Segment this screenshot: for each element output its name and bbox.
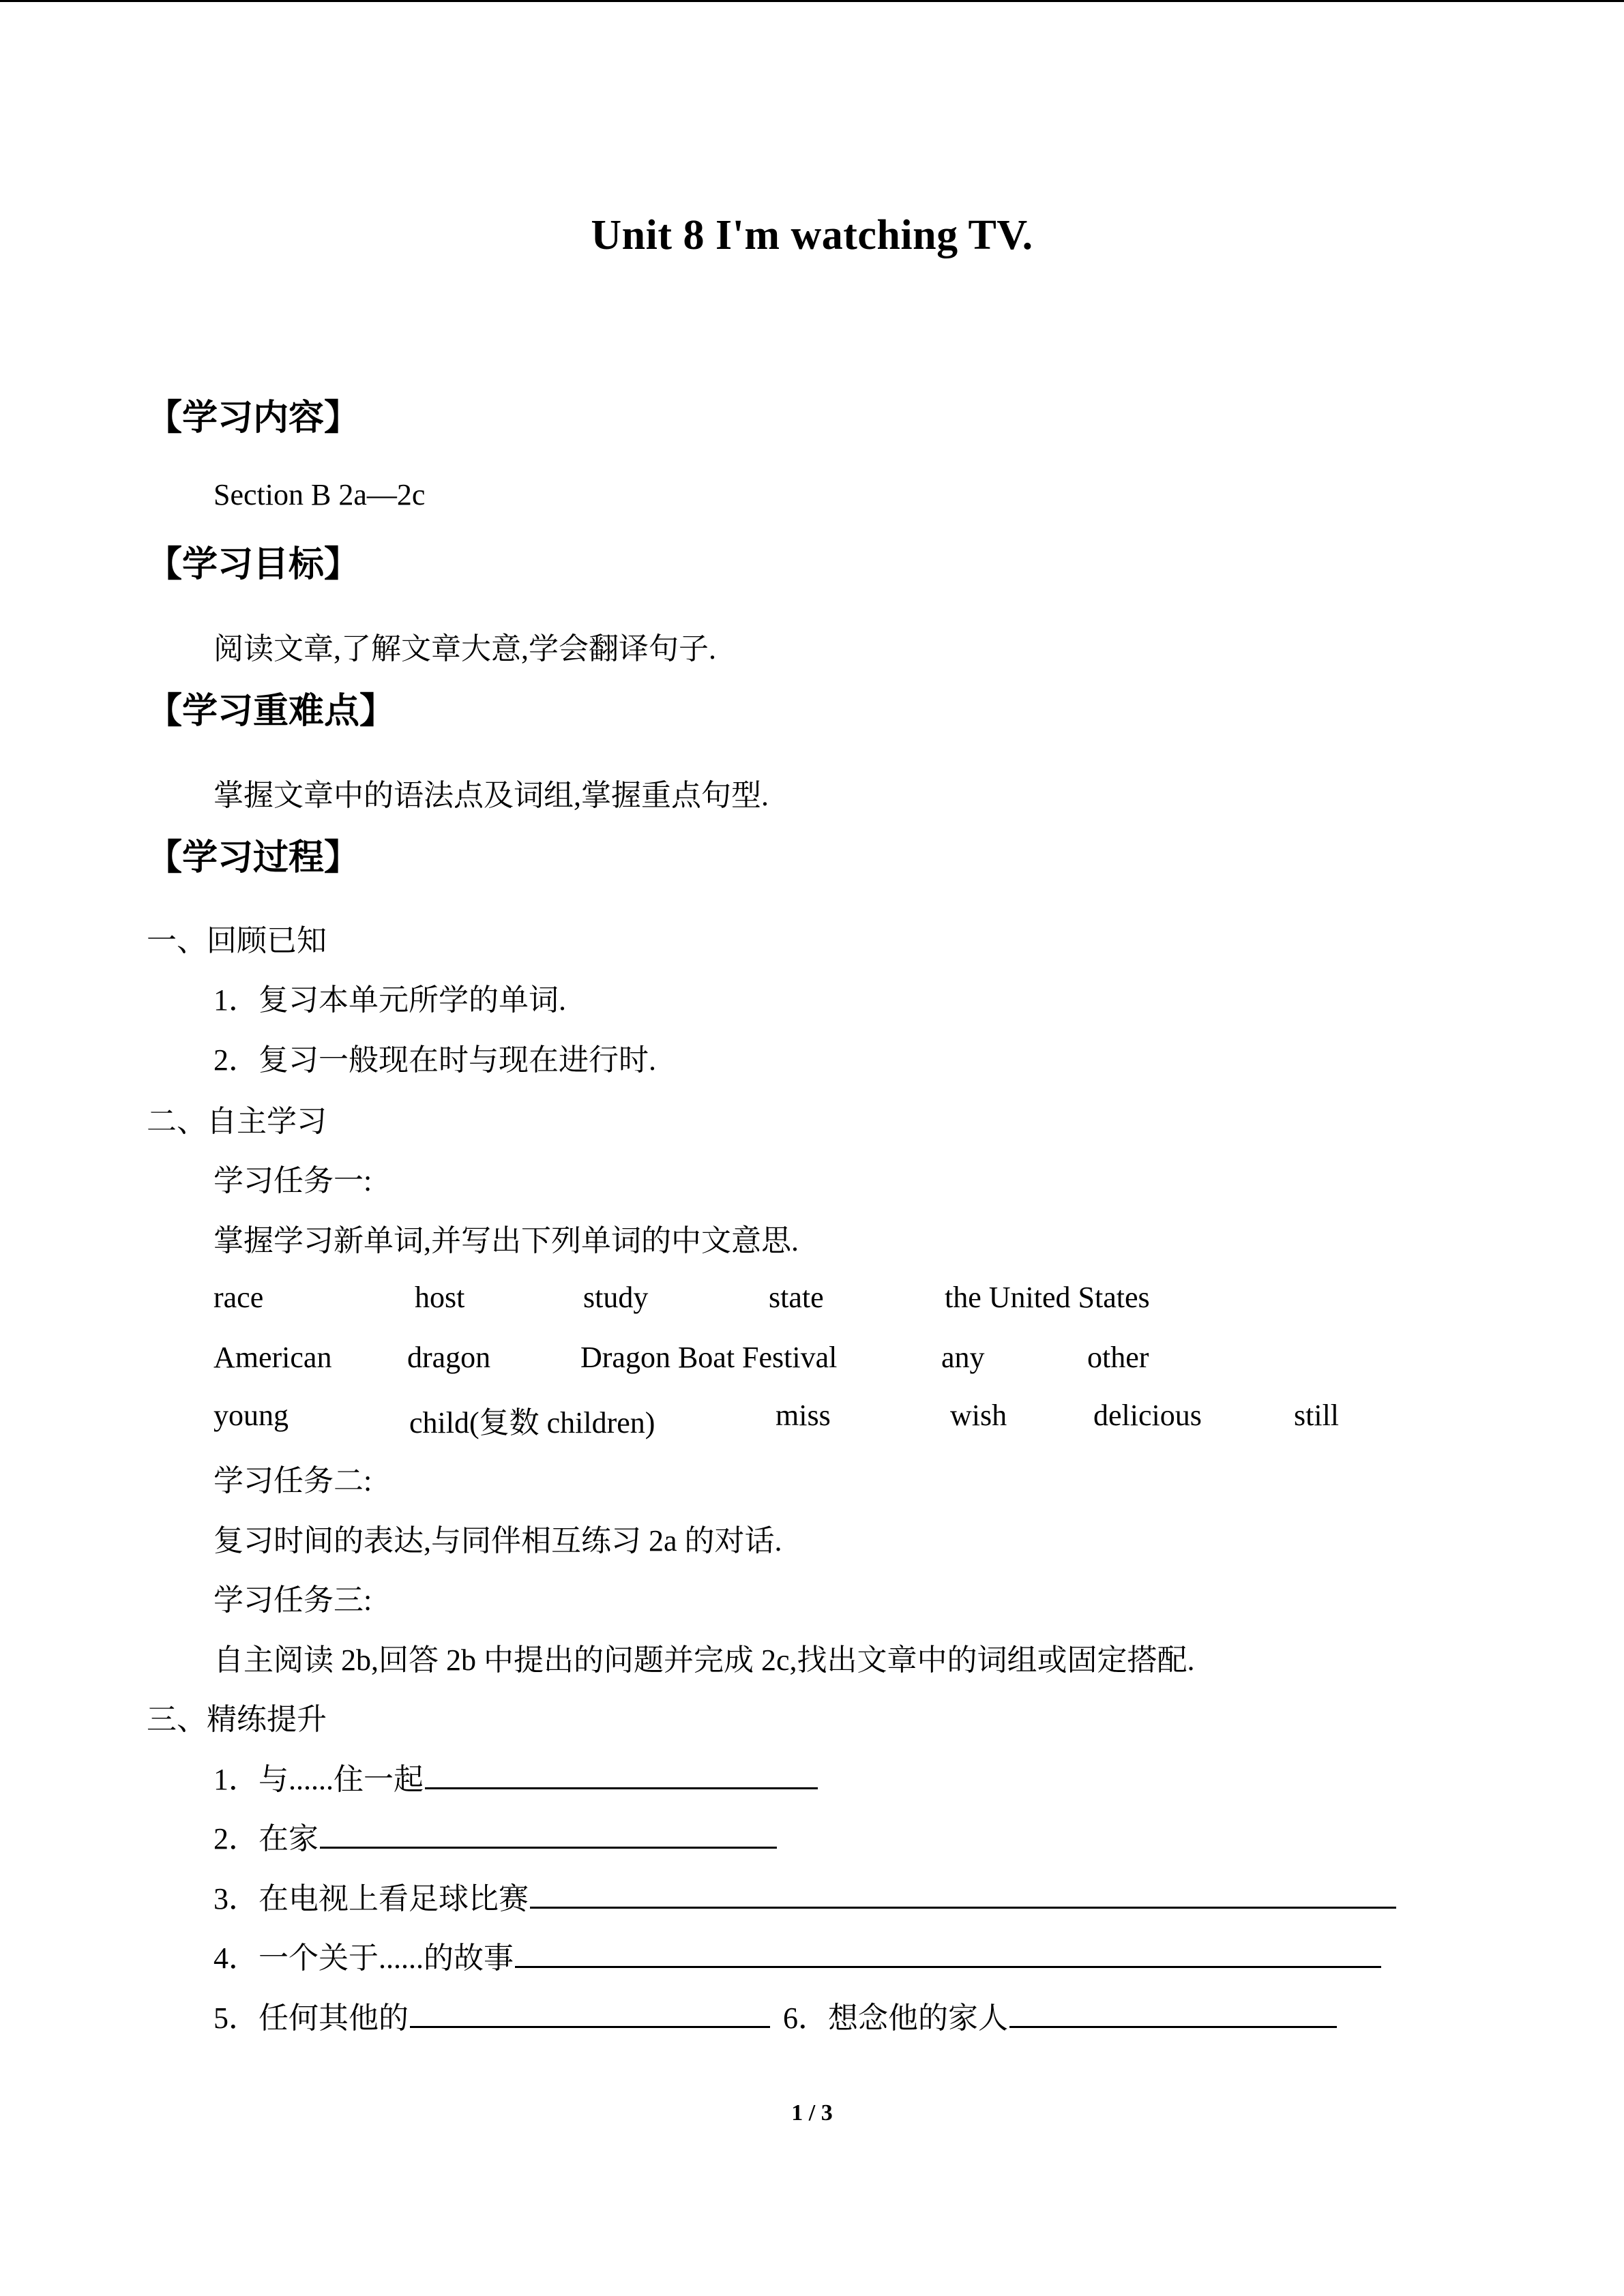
task1-text: 掌握学习新单词,并写出下列单词的中文意思. [213,1224,799,1257]
heading-key-points: 【学习重难点】 [147,691,396,732]
vocab-word: other [1087,1341,1149,1374]
exercise-prompt: 5．任何其他的 [213,2001,409,2035]
study-content-text: Section B 2a—2c [213,478,426,511]
task3-label: 学习任务三: [213,1583,372,1617]
vocab-word: still [1294,1399,1340,1432]
vocab-word: delicious [1093,1399,1202,1432]
task3-text: 自主阅读 2b,回答 2b 中提出的问题并完成 2c,找出文章中的词组或固定搭配. [213,1643,1195,1677]
part1-title: 一、回顾已知 [147,924,327,957]
vocab-word: host [415,1281,465,1314]
part2-title: 二、自主学习 [147,1105,327,1138]
heading-study-goal: 【学习目标】 [147,544,360,585]
exercise-item [213,1993,1337,2037]
part1-item: 1．复习本单元所学的单词. [213,983,566,1017]
answer-blank[interactable] [410,1999,770,2028]
vocab-word: state [769,1281,824,1314]
vocab-word: race [213,1281,264,1314]
vocab-word: wish [950,1399,1007,1432]
vocab-word: child(复数 children) [409,1406,655,1440]
vocab-word: Dragon Boat Festival [580,1341,838,1374]
answer-blank[interactable] [425,1760,818,1789]
exercise-item [213,1814,777,1858]
exercise-item [213,1933,1381,1977]
part3-title: 三、精练提升 [147,1703,327,1736]
page-number: 1 / 3 [791,2100,833,2126]
exercise-item [213,1755,818,1798]
page-title: Unit 8 I'm watching TV. [591,212,1033,258]
task2-text: 复习时间的表达,与同伴相互练习 2a 的对话. [213,1524,782,1557]
answer-blank[interactable] [515,1939,1381,1968]
exercise-prompt: 3．在电视上看足球比赛 [213,1882,529,1915]
key-points-text: 掌握文章中的语法点及词组,掌握重点句型. [213,779,769,812]
exercise-item [213,1874,1396,1918]
vocab-word: study [583,1281,649,1314]
vocab-word: dragon [407,1341,491,1374]
exercise-prompt: 2．在家 [213,1822,319,1855]
exercise-prompt: 6．想念他的家人 [783,2001,1008,2035]
vocab-word: any [941,1341,985,1374]
exercise-prompt: 1．与......住一起 [213,1763,424,1796]
vocab-word: young [213,1399,289,1432]
task1-label: 学习任务一: [213,1164,372,1197]
vocab-word: American [213,1341,332,1374]
study-goal-text: 阅读文章,了解文章大意,学会翻译句子. [213,632,716,666]
answer-blank[interactable] [320,1819,777,1849]
heading-study-content: 【学习内容】 [147,398,360,438]
answer-blank[interactable] [1009,1999,1337,2028]
heading-study-process: 【学习过程】 [147,837,360,878]
vocab-word: miss [776,1399,831,1432]
answer-blank[interactable] [530,1879,1396,1909]
top-border-rule [0,0,1624,2]
part1-item: 2．复习一般现在时与现在进行时. [213,1043,656,1077]
task2-label: 学习任务二: [213,1464,372,1497]
exercise-prompt: 4．一个关于......的故事 [213,1941,514,1975]
vocab-word: the United States [945,1281,1150,1314]
